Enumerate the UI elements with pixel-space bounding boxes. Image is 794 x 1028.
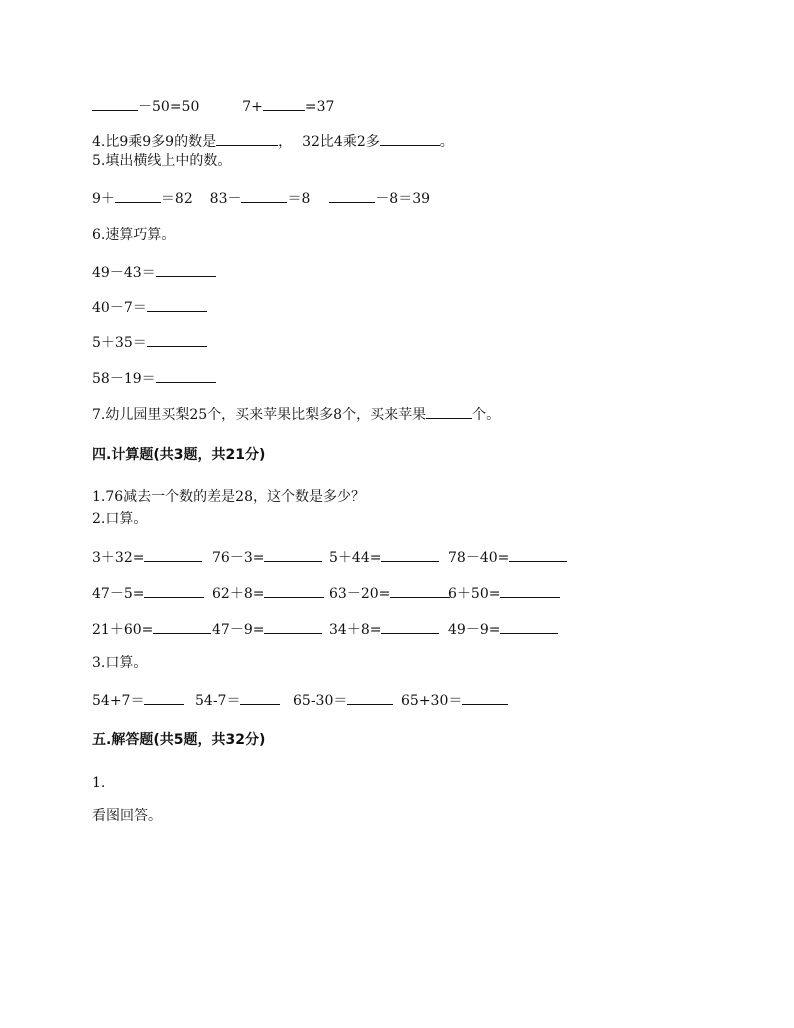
question-text: 32比4乘2多 (302, 134, 380, 150)
answer-blank[interactable] (156, 262, 216, 277)
equation-text: 54-7＝ (195, 693, 241, 709)
answer-blank[interactable] (264, 583, 324, 598)
answer-blank[interactable] (147, 297, 207, 312)
section-4-title: 四.计算题(共3题，共21分) (92, 447, 266, 463)
answer-blank[interactable] (264, 619, 322, 634)
equation-text: 9＋ (92, 191, 115, 207)
answer-blank[interactable] (264, 547, 322, 562)
answer-blank[interactable] (240, 690, 280, 705)
answer-blank[interactable] (390, 583, 450, 598)
question-5-equations (92, 188, 430, 208)
answer-blank[interactable] (241, 188, 287, 203)
equation-text: 7+ (242, 99, 263, 115)
question-7 (92, 404, 500, 424)
equation-text: 3＋32= (92, 550, 145, 566)
answer-blank[interactable] (509, 547, 567, 562)
question-4 (92, 131, 454, 151)
question-6-label: 6.速算巧算。 (92, 227, 176, 243)
answer-blank[interactable] (426, 404, 472, 419)
answer-blank[interactable] (144, 583, 204, 598)
question-text: 7.幼儿园里买梨25个，买来苹果比梨多8个，买来苹果 (92, 407, 427, 423)
answer-blank[interactable] (500, 619, 558, 634)
answer-blank[interactable] (216, 131, 278, 146)
calc-question-3-label: 3.口算。 (92, 655, 148, 671)
equation-text: 49－43＝ (92, 265, 156, 281)
answer-blank[interactable] (263, 96, 305, 111)
answer-blank[interactable] (144, 690, 184, 705)
equation-text: 40－7＝ (92, 300, 147, 316)
quick-calc-item (92, 368, 216, 388)
equation-text: =37 (304, 99, 335, 115)
punctuation: ， (278, 134, 293, 150)
answer-blank[interactable] (329, 188, 375, 203)
answer-question-number: 1. (92, 775, 106, 791)
equation-text: 78－40= (448, 550, 510, 566)
question-text: 4.比9乘9多9的数是 (92, 134, 217, 150)
quick-calc-item (92, 332, 207, 352)
answer-blank[interactable] (153, 619, 211, 634)
answer-blank[interactable] (380, 131, 440, 146)
answer-blank[interactable] (115, 188, 161, 203)
equation-text: 47－5= (92, 586, 145, 602)
calc-question-1: 1.76减去一个数的差是28，这个数是多少？ (92, 489, 365, 505)
answer-blank[interactable] (381, 547, 439, 562)
punctuation: 。 (439, 134, 454, 150)
equation-text: 65-30＝ (293, 693, 348, 709)
answer-question-text: 看图回答。 (92, 808, 162, 824)
answer-blank[interactable] (347, 690, 393, 705)
equation-text: 65+30＝ (401, 693, 463, 709)
equation-text: 83－ (209, 191, 242, 207)
oral-calc-row-3 (92, 619, 558, 639)
question-5-label: 5.填出横线上中的数。 (92, 153, 232, 169)
equation-text: 63－20= (329, 586, 391, 602)
equation-text: 58－19＝ (92, 371, 156, 387)
answer-blank[interactable] (500, 583, 560, 598)
calc-question-2-label: 2.口算。 (92, 511, 148, 527)
equation-text: ＝82 (160, 191, 193, 207)
equation-text: 5＋44= (329, 550, 382, 566)
answer-blank[interactable] (144, 547, 202, 562)
quick-calc-item (92, 297, 207, 317)
oral-calc-row-1 (92, 547, 567, 567)
question-text: 个。 (472, 407, 501, 423)
equation-text: 21＋60= (92, 622, 154, 638)
equation-text: 54+7＝ (92, 693, 145, 709)
equation-text: 62＋8= (212, 586, 265, 602)
answer-blank[interactable] (147, 332, 207, 347)
oral-calc-row-2 (92, 583, 560, 603)
equation-text: 34＋8= (329, 622, 382, 638)
quick-calc-item (92, 262, 216, 282)
equation-text: 47－9= (212, 622, 265, 638)
equation-text: ＝8 (287, 191, 311, 207)
answer-blank[interactable] (156, 368, 216, 383)
equation-text: 49－9= (448, 622, 501, 638)
answer-blank[interactable] (92, 96, 138, 111)
equation-text: －50=50 (138, 99, 200, 115)
equation-text: 5＋35＝ (92, 335, 147, 351)
oral-calc-row-4 (92, 690, 508, 710)
section-5-title: 五.解答题(共5题，共32分) (92, 732, 266, 748)
equation-text: 76－3= (212, 550, 265, 566)
answer-blank[interactable] (462, 690, 508, 705)
equation-text: 6＋50= (448, 586, 501, 602)
answer-blank[interactable] (381, 619, 439, 634)
equation-line-1 (92, 96, 334, 116)
equation-text: －8＝39 (375, 191, 431, 207)
